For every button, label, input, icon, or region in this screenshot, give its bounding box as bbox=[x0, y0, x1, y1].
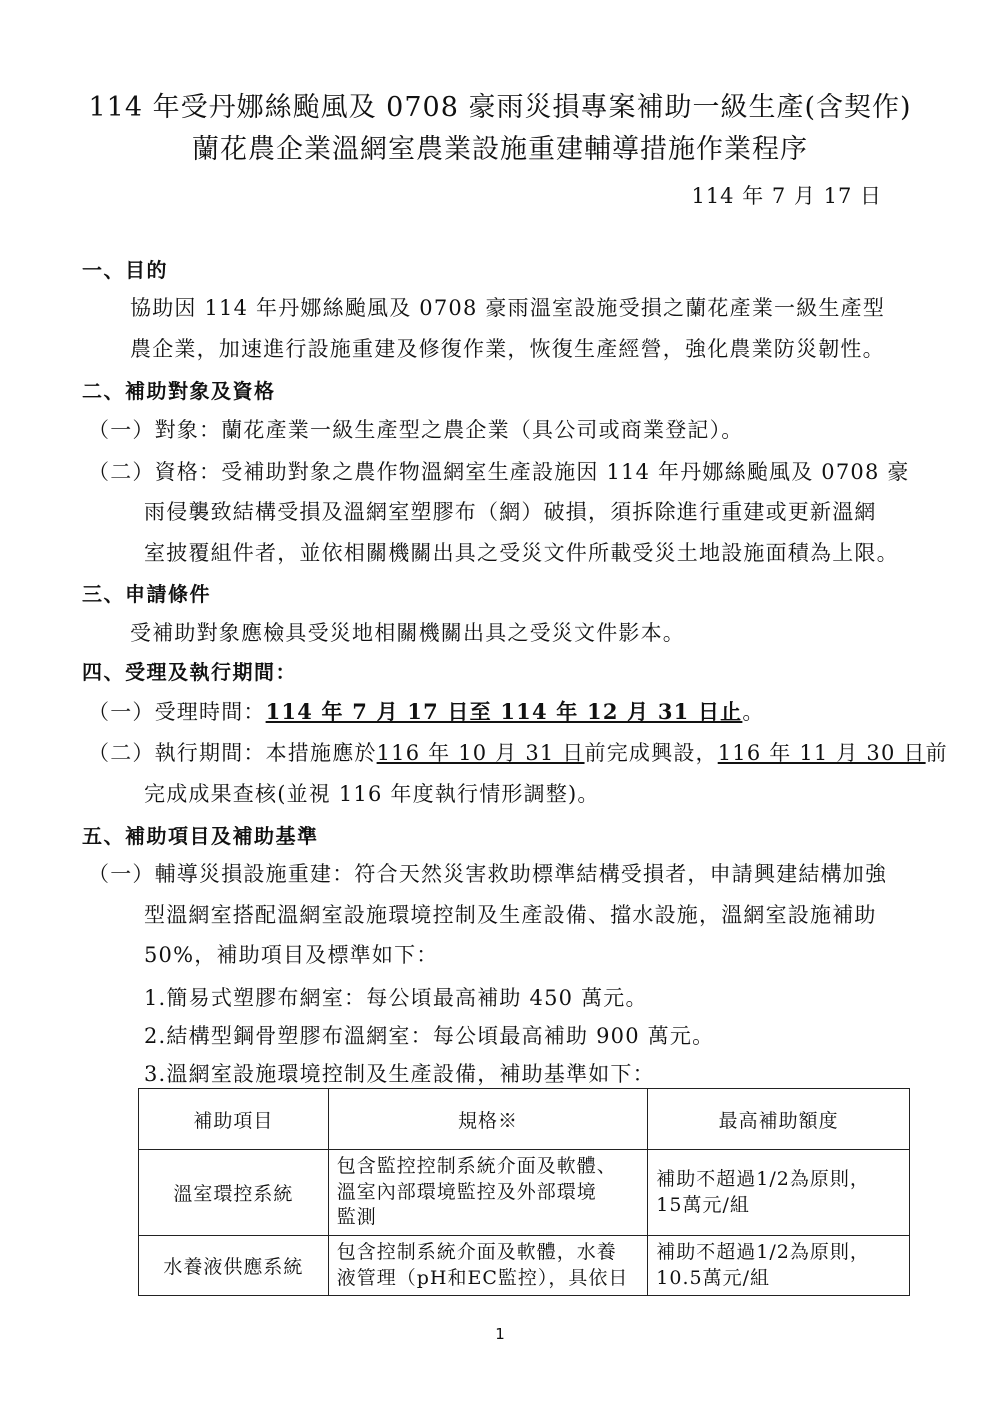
section-4-execution-line-2: 完成成果查核(並視 116 年度執行情形調整)。 bbox=[144, 782, 600, 806]
execution-mid: 前完成興設， bbox=[584, 741, 718, 765]
row-1-spec bbox=[328, 1150, 648, 1236]
row-1-spec-line-2: 溫室內部環境監控及外部環境 bbox=[336, 1180, 597, 1203]
page-number: 1 bbox=[495, 1325, 505, 1343]
header-spec: 規格※ bbox=[328, 1089, 648, 1150]
row-1-amount bbox=[648, 1150, 910, 1236]
header-item: 補助項目 bbox=[139, 1089, 329, 1150]
row-1-spec-line-1: 包含監控控制系統介面及軟體、 bbox=[336, 1155, 617, 1178]
section-4-heading: 四、受理及執行期間： bbox=[82, 660, 297, 684]
section-1-para-line-1: 協助因 114 年丹娜絲颱風及 0708 豪雨溫室設施受損之蘭花產業一級生產型 bbox=[130, 296, 886, 320]
table-row bbox=[139, 1236, 910, 1296]
acceptance-end: 。 bbox=[742, 700, 765, 724]
section-2-eligibility-line-3: 室披覆組件者，並依相關機關出具之受災文件所載受災土地設施面積為上限。 bbox=[144, 541, 899, 565]
execution-label: （二）執行期間：本措施應於 bbox=[88, 741, 377, 765]
title-line-1: 114 年受丹娜絲颱風及 0708 豪雨災損專案補助一級生產(含契作) bbox=[88, 92, 912, 123]
row-1-item: 溫室環控系統 bbox=[139, 1150, 329, 1236]
row-2-spec-line-2: 液管理（pH和EC監控），具依日 bbox=[336, 1266, 629, 1289]
section-5-para-line-2: 型溫網室搭配溫網室設施環境控制及生產設備、擋水設施，溫網室設施補助 bbox=[144, 903, 877, 927]
row-2-spec-line-1: 包含控制系統介面及軟體，水養 bbox=[336, 1241, 617, 1263]
row-1-spec-line-3: 監測 bbox=[336, 1206, 377, 1229]
section-2-target: （一）對象：蘭花產業一級生產型之農企業（具公司或商業登記）。 bbox=[88, 418, 744, 442]
execution-date-1: 116 年 10 月 31 日 bbox=[376, 741, 585, 765]
execution-end: 前 bbox=[925, 741, 948, 765]
section-4-execution-period bbox=[88, 737, 948, 767]
section-1-heading: 一、目的 bbox=[82, 258, 168, 282]
row-2-amount-line-1: 補助不超過1/2為原則， bbox=[656, 1241, 870, 1263]
section-5-item-1: 1.簡易式塑膠布網室：每公頃最高補助 450 萬元。 bbox=[144, 986, 648, 1010]
acceptance-dates: 114 年 7 月 17 日至 114 年 12 月 31 日止 bbox=[265, 699, 743, 724]
row-1-amount-line-2: 15萬元/組 bbox=[656, 1193, 750, 1216]
subsidy-table bbox=[138, 1088, 910, 1296]
section-3-para: 受補助對象應檢具受災地相關機關出具之受災文件影本。 bbox=[130, 621, 685, 645]
row-2-spec bbox=[328, 1236, 648, 1296]
section-4-acceptance-period bbox=[88, 696, 765, 726]
execution-date-2: 116 年 11 月 30 日 bbox=[717, 741, 926, 765]
section-2-heading: 二、補助對象及資格 bbox=[82, 379, 276, 403]
header-amount: 最高補助額度 bbox=[648, 1089, 910, 1150]
title-line-2: 蘭花農企業溫網室農業設施重建輔導措施作業程序 bbox=[192, 134, 808, 165]
section-2-eligibility-line-2: 雨侵襲致結構受損及溫網室塑膠布（網）破損，須拆除進行重建或更新溫網 bbox=[144, 500, 877, 524]
row-1-amount-line-1: 補助不超過1/2為原則， bbox=[656, 1167, 870, 1190]
table-row bbox=[139, 1150, 910, 1236]
section-5-para-line-1: （一）輔導災損設施重建：符合天然災害救助標準結構受損者，申請興建結構加強 bbox=[88, 862, 888, 886]
section-5-para-line-3: 50%，補助項目及標準如下： bbox=[144, 943, 439, 967]
section-5-heading: 五、補助項目及補助基準 bbox=[82, 824, 319, 848]
table-header-row bbox=[139, 1089, 910, 1150]
row-2-amount bbox=[648, 1236, 910, 1296]
acceptance-label: （一）受理時間： bbox=[88, 700, 266, 724]
section-5-item-2: 2.結構型鋼骨塑膠布溫網室：每公頃最高補助 900 萬元。 bbox=[144, 1024, 715, 1048]
document-date: 114 年 7 月 17 日 bbox=[691, 184, 882, 208]
row-2-item: 水養液供應系統 bbox=[139, 1236, 329, 1296]
section-3-heading: 三、申請條件 bbox=[82, 582, 211, 606]
row-2-amount-line-2: 10.5萬元/組 bbox=[656, 1266, 771, 1289]
section-2-eligibility-line-1: （二）資格：受補助對象之農作物溫網室生產設施因 114 年丹娜絲颱風及 0708 豪 bbox=[88, 460, 910, 484]
section-1-para-line-2: 農企業，加速進行設施重建及修復作業，恢復生產經營，強化農業防災韌性。 bbox=[130, 337, 885, 361]
section-5-item-3: 3.溫網室設施環境控制及生產設備，補助基準如下： bbox=[144, 1062, 655, 1086]
